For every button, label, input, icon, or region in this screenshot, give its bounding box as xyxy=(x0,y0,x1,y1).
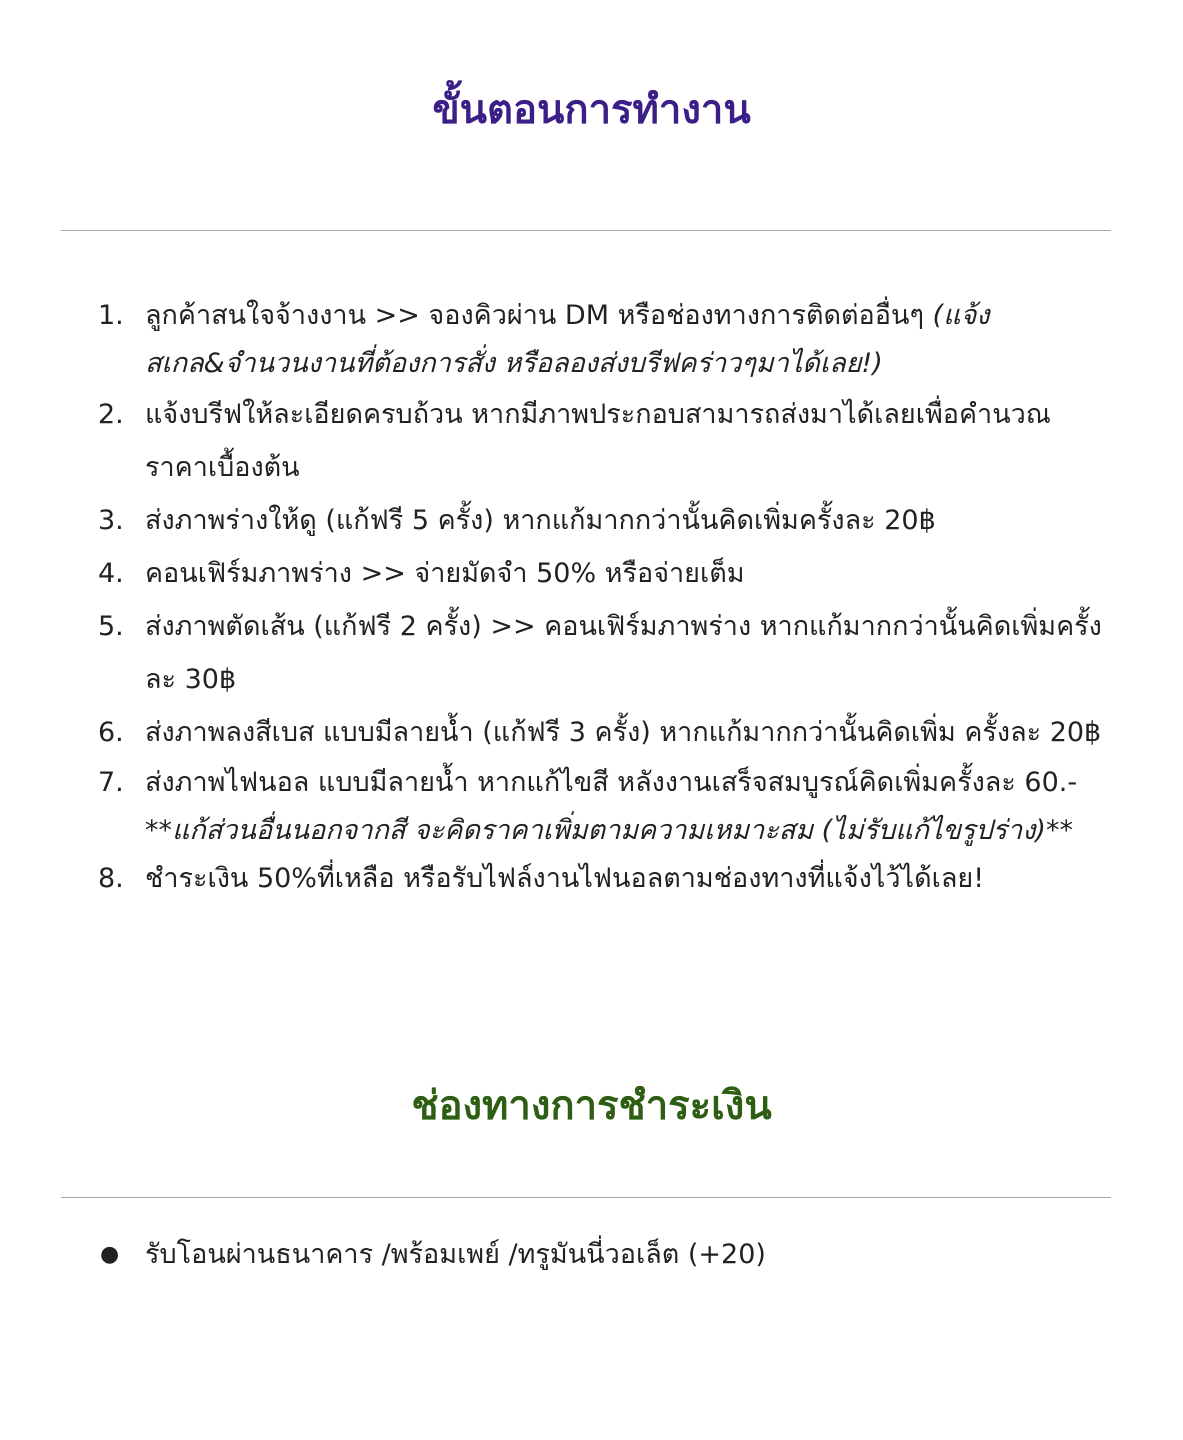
step-item-1 xyxy=(0,292,1183,388)
step-note: **แก้ส่วนอื่นนอกจากสี จะคิดราคาเพิ่มตามความเหมาะสม (ไม่รับแก้ไขรูปร่าง)** xyxy=(145,815,1073,846)
step-number: 5. xyxy=(98,611,124,642)
step-note: (แจ้งสเกล&จำนวนงานที่ต้องการสั่ง หรือลองส่งบรีฟคร่าวๆมาได้เลย!) xyxy=(145,300,990,379)
steps-section-title: ขั้นตอนการทำงาน xyxy=(432,87,751,133)
divider xyxy=(61,230,1111,231)
step-text: ลูกค้าสนใจจ้างงาน >> จองคิวผ่าน DM หรือช่องทางการติดต่ออื่นๆ xyxy=(145,300,933,331)
step-text: ชำระเงิน 50%ที่เหลือ หรือรับไฟล์งานไฟนอลตามช่องทางที่แจ้งไว้ได้เลย! xyxy=(145,863,985,894)
payment-section-title: ช่องทางการชำระเงิน xyxy=(411,1083,772,1129)
step-item-3 xyxy=(0,494,1183,547)
step-number: 2. xyxy=(98,399,124,430)
step-number: 4. xyxy=(98,558,124,589)
step-item-8 xyxy=(0,855,1183,903)
step-item-5 xyxy=(0,600,1183,706)
step-number: 1. xyxy=(98,300,124,331)
payment-method-text: รับโอนผ่านธนาคาร /พร้อมเพย์ /ทรูมันนี่วอเล็ต (+20) xyxy=(145,1239,766,1270)
step-item-2 xyxy=(0,388,1183,494)
step-text: ส่งภาพไฟนอล แบบมีลายน้ำ หากแก้ไขสี หลังงานเสร็จสมบูรณ์คิดเพิ่มครั้งละ 60.- xyxy=(145,767,1078,798)
steps-list xyxy=(0,292,1183,903)
payment-method-item xyxy=(0,1230,1183,1280)
step-text: ส่งภาพร่างให้ดู (แก้ฟรี 5 ครั้ง) หากแก้มากกว่านั้นคิดเพิ่มครั้งละ 20฿ xyxy=(145,505,936,536)
step-text: ส่งภาพตัดเส้น (แก้ฟรี 2 ครั้ง) >> คอนเฟิร์มภาพร่าง หากแก้มากกว่านั้นคิดเพิ่มครั้งละ 30฿ xyxy=(145,611,1102,695)
divider xyxy=(61,1197,1111,1198)
step-item-7 xyxy=(0,759,1183,855)
step-number: 6. xyxy=(98,717,124,748)
step-text: คอนเฟิร์มภาพร่าง >> จ่ายมัดจำ 50% หรือจ่ายเต็ม xyxy=(145,558,745,589)
step-item-4 xyxy=(0,547,1183,600)
payment-methods-list xyxy=(0,1230,1183,1280)
step-text: แจ้งบรีฟให้ละเอียดครบถ้วน หากมีภาพประกอบสามารถส่งมาได้เลยเพื่อคำนวณราคาเบื้องต้น xyxy=(145,399,1051,483)
step-text: ส่งภาพลงสีเบส แบบมีลายน้ำ (แก้ฟรี 3 ครั้ง) หากแก้มากกว่านั้นคิดเพิ่ม ครั้งละ 20฿ xyxy=(145,717,1102,748)
step-item-6 xyxy=(0,706,1183,759)
bullet-icon: ● xyxy=(100,1242,120,1267)
step-number: 3. xyxy=(98,505,124,536)
step-number: 8. xyxy=(98,863,124,894)
step-number: 7. xyxy=(98,767,124,798)
